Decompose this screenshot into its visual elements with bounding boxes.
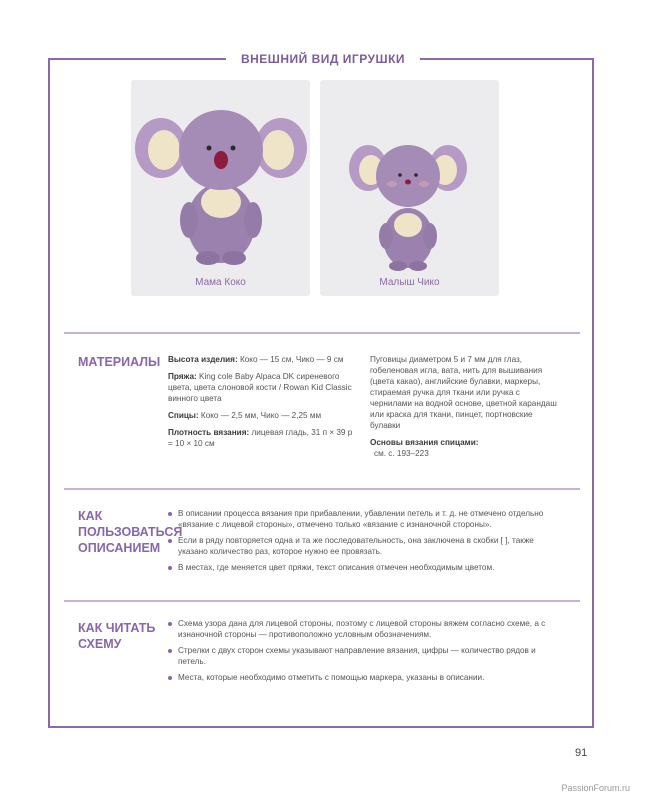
photo-mama-koko: [131, 80, 310, 296]
needles-value: Коко — 2,5 мм, Чико — 2,25 мм: [198, 411, 322, 420]
materials-right-column: [370, 354, 560, 465]
page-number: 91: [575, 747, 588, 759]
divider: [64, 332, 580, 334]
materials-left-column: [168, 354, 356, 455]
density-label: Плотность вязания:: [168, 428, 250, 437]
materials-title: МАТЕРИАЛЫ: [78, 355, 161, 369]
divider: [64, 600, 580, 602]
photo-caption: Мама Коко: [195, 277, 246, 288]
needles-label: Спицы:: [168, 411, 199, 420]
height-label: Высота изделия:: [168, 355, 238, 364]
chart-list: [168, 618, 554, 688]
list-item: Стрелки с двух сторон схемы указывают направление вязания, цифры — количество рядов и петель.: [168, 645, 554, 667]
list-item: В описании процесса вязания при прибавлении, убавлении петель и т. д. не отмечено отдельно «вязание с лицевой стороны», отмечено только «вязание с изнаночной стороны».: [168, 508, 554, 530]
list-item: Места, которые необходимо отметить с помощью маркера, указаны в описании.: [168, 672, 554, 683]
list-item: В местах, где меняется цвет пряжи, текст описания отмечен необходимым цветом.: [168, 562, 554, 573]
koala-toy-icon: [131, 80, 310, 296]
height-value: Коко — 15 см, Чико — 9 см: [237, 355, 344, 364]
photo-malysh-chiko: [320, 80, 499, 296]
yarn-value: King cole Baby Alpaca DK сиреневого цвета, цвета слоновой кости / Rowan Kid Classic винного цвета: [168, 372, 352, 403]
koala-toy-icon: [320, 80, 499, 296]
watermark: PassionForum.ru: [561, 783, 630, 793]
usage-list: [168, 508, 554, 578]
basics-value: см. с. 193–223: [374, 449, 429, 458]
other-materials: Пуговицы диаметром 5 и 7 мм для глаз, гобеленовая игла, вата, нить для вышивания (цвета какао), английские булавки, маркеры, стираемая ручка для ткани или ручка с чернилами на водной основе, цветной карандаш или краска для ткани, пинцет, портновские булавки: [370, 355, 557, 430]
list-item: Если в ряду повторяется одна и та же последовательность, она заключена в скобки [ ], также указано количество раз, которое нужно ее провязать.: [168, 535, 554, 557]
basics-label: Основы вязания спицами:: [370, 438, 479, 447]
photo-caption: Малыш Чико: [379, 277, 440, 288]
density-value: лицевая гладь, 31 п × 39 р = 10 × 10 см: [168, 428, 353, 448]
section-heading: ВНЕШНИЙ ВИД ИГРУШКИ: [226, 48, 420, 70]
divider: [64, 488, 580, 490]
yarn-label: Пряжа:: [168, 372, 197, 381]
list-item: Схема узора дана для лицевой стороны, поэтому с лицевой стороны вяжем согласно схеме, а с изнаночной стороны — противоположно условным обозначениям.: [168, 618, 554, 640]
usage-title: КАК ПОЛЬЗОВАТЬСЯ ОПИСАНИЕМ: [78, 509, 183, 555]
chart-title: КАК ЧИТАТЬ СХЕМУ: [78, 621, 156, 651]
